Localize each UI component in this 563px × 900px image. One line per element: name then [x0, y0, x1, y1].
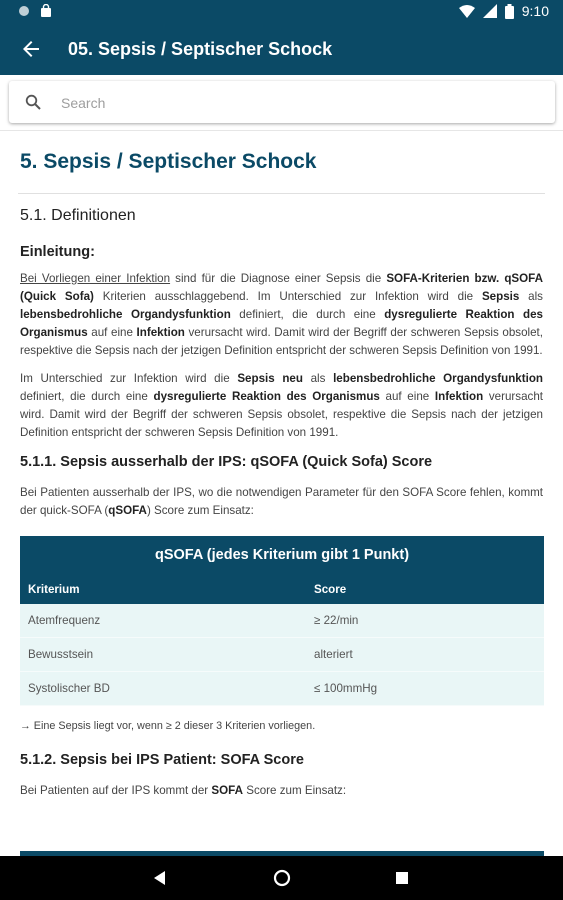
document-heading: 5. Sepsis / Septischer Schock	[20, 150, 317, 173]
bold-text: SOFA-Kriterien bzw. qSOFA (Quick Sofa)	[20, 272, 543, 303]
text-run: Kriterien ausschlaggebend. Im Unterschied zur Infektion wird die	[93, 290, 482, 303]
table-cell: Atemfrequenz	[20, 604, 306, 638]
status-bar	[0, 0, 563, 24]
search-input[interactable]	[59, 91, 533, 115]
subsection-sofa-heading: 5.1.2. Sepsis bei IPS Patient: SOFA Score	[20, 752, 304, 768]
divider	[18, 193, 545, 194]
table-cell: ≥ 22/min	[306, 604, 544, 638]
bold-text: qSOFA	[108, 504, 147, 517]
battery-icon	[505, 4, 514, 19]
text-run: definiert, die durch eine	[20, 390, 154, 403]
paragraph-2	[20, 370, 543, 442]
shopping-bag-icon	[40, 4, 52, 18]
document-content[interactable]	[0, 130, 563, 856]
table-row	[20, 672, 544, 706]
nav-back-icon[interactable]	[150, 868, 170, 888]
clock: 9:10	[521, 3, 549, 19]
criteria-note: → Eine Sepsis liegt vor, wenn ≥ 2 dieser 3 Kriterien vorliegen.	[20, 720, 316, 732]
text-run: Bei Patienten auf der IPS kommt der	[20, 784, 212, 797]
search-bar[interactable]	[9, 81, 555, 123]
text-run: auf eine	[87, 326, 137, 339]
back-arrow-icon[interactable]	[20, 38, 42, 60]
app-bar	[0, 24, 563, 75]
search-icon	[25, 94, 41, 110]
nav-home-icon[interactable]	[272, 868, 292, 888]
text-run: verursacht wird. Damit wird der Begriff der schweren Sepsis obsolet, respektive die Sepsis nach der jetzigen Definition entspricht der schweren Sepsis Definition von 1991.	[20, 390, 543, 439]
text-run: auf eine	[379, 390, 435, 403]
underlined-text: Bei Vorliegen einer Infektion	[20, 272, 171, 285]
table-cell: Bewusstsein	[20, 638, 306, 672]
text-run: Im Unterschied zur Infektion wird die	[20, 372, 238, 385]
text-run: definiert, die durch eine	[230, 308, 385, 321]
nav-recents-icon[interactable]	[392, 868, 412, 888]
paragraph-3	[20, 484, 543, 520]
navigation-bar	[0, 856, 563, 900]
qsofa-table	[20, 536, 544, 706]
paragraph-4	[20, 782, 543, 800]
bold-text: Infektion	[136, 326, 185, 339]
bold-text: lebensbedrohliche Organdysfunktion	[333, 372, 544, 385]
text-run: Score zum Einsatz:	[242, 784, 347, 797]
text-run: als	[302, 372, 334, 385]
section-heading: 5.1. Definitionen	[20, 207, 136, 224]
table-cell: Systolischer BD	[20, 672, 306, 706]
text-run: als	[519, 290, 543, 303]
text-run: ) Score zum Einsatz:	[146, 504, 254, 517]
bold-text: SOFA	[211, 784, 243, 797]
bold-text: Sepsis neu	[237, 372, 303, 385]
intro-label: Einleitung:	[20, 244, 95, 260]
text-run: sind für die Diagnose einer Sepsis die	[170, 272, 387, 285]
paragraph-1	[20, 270, 543, 360]
page-title: 05. Sepsis / Septischer Schock	[68, 39, 333, 59]
table-header-score: Score	[306, 574, 544, 604]
bold-text: lebensbedrohliche Organdysfunktion	[20, 308, 231, 321]
bold-text: dysregulierte Reaktion des Organismus	[153, 390, 380, 403]
table-header-criterion: Kriterium	[20, 574, 306, 604]
table-row	[20, 638, 544, 672]
table-cell: ≤ 100mmHg	[306, 672, 544, 706]
bold-text: dysregulierte Reaktion des Organismus	[20, 308, 543, 339]
table-caption: qSOFA (jedes Kriterium gibt 1 Punkt)	[20, 536, 544, 574]
table-row	[20, 604, 544, 638]
wifi-icon	[459, 5, 475, 18]
bold-text: Sepsis	[481, 290, 520, 303]
table-cell: alteriert	[306, 638, 544, 672]
subsection-qsofa-heading: 5.1.1. Sepsis ausserhalb der IPS: qSOFA (Quick Sofa) Score	[20, 454, 433, 470]
signal-icon	[483, 4, 497, 18]
text-run: Bei Patienten ausserhalb der IPS, wo die notwendigen Parameter für den SOFA Score fehlen, kommt der quick-SOFA (	[20, 486, 543, 517]
bold-text: Infektion	[434, 390, 484, 403]
text-run: verursacht wird. Damit wird der Begriff der schweren Sepsis obsolet, respektive die Sepsis nach der jetzigen Definition entspricht der schweren Sepsis Definition von 1991.	[20, 326, 543, 357]
notification-dot-icon	[18, 5, 30, 17]
